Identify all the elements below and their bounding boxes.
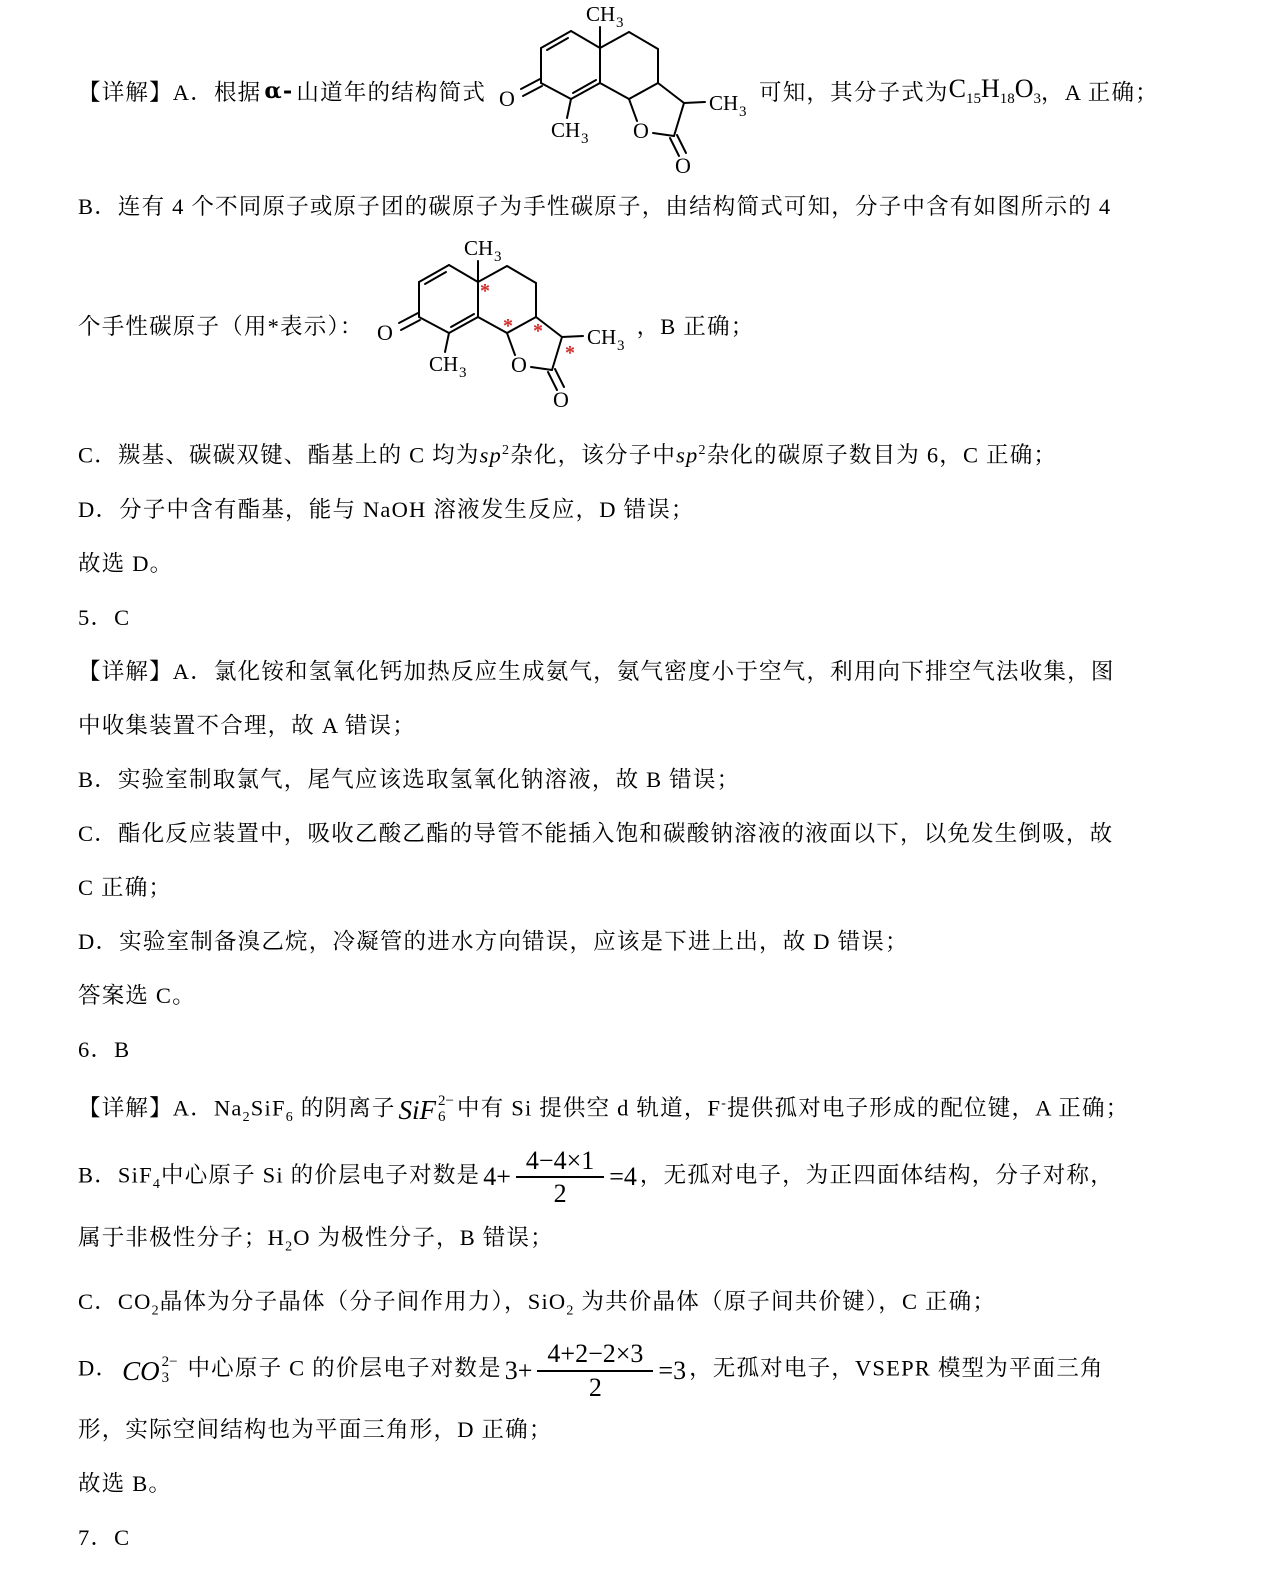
q4-chiral-text-post: ，B 正确； [636, 314, 755, 339]
h2o-o: O [293, 1225, 311, 1251]
q5-answer-number: 5．C [78, 604, 131, 630]
q6-b2-pre: 属于非极性分子； [78, 1225, 268, 1251]
co2-base: CO [117, 1288, 152, 1314]
sif6-ion-formula [399, 1083, 454, 1137]
q6-option-b-line [78, 1145, 1209, 1212]
sif6-count: 6 [438, 1108, 446, 1125]
methyl-label: CH [428, 351, 458, 376]
fraction [516, 1145, 604, 1209]
ketone-oxygen-label: O [499, 85, 515, 111]
q4-c-mid: 杂化，该分子中 [510, 442, 677, 468]
q6-c-end: 为共价晶体（原子间共价键），C 正确； [574, 1288, 997, 1314]
fraction-denominator: 2 [588, 1372, 602, 1402]
q6-conclusion: 故选 B。 [78, 1470, 173, 1496]
h2o-sub: 2 [285, 1239, 294, 1255]
methyl-sub: 3 [616, 337, 625, 354]
na2sif6-sif: SiF [250, 1095, 286, 1120]
sif6-scripts [438, 1094, 454, 1126]
na2sif6-sif-sub: 6 [285, 1109, 294, 1125]
q4-a-text-post: 可知，其分子式为 [759, 80, 949, 105]
alpha-symbol: α- [264, 78, 294, 104]
q6-d-mid: 中心原子 C 的价层电子对数是 [180, 1355, 502, 1381]
q7-answer-number: 7．C [78, 1524, 131, 1550]
co2-sub: 2 [151, 1303, 160, 1319]
q5-option-c-line1: C．酯化反应装置中，吸收乙酸乙酯的导管不能插入饱和碳酸钠溶液的液面以下，以免发生倒吸，故 [78, 820, 1114, 846]
sif4-base: SiF [117, 1161, 153, 1187]
sp-hybrid: sp [479, 442, 502, 468]
q5-option-c-line2: C 正确； [78, 874, 173, 900]
santonin-structure-chiral-marked [368, 233, 633, 418]
ester-oxygen-label: O [633, 117, 649, 143]
fraction-denominator: 2 [553, 1178, 567, 1208]
methyl-sub: 3 [581, 130, 589, 147]
q4-option-c-line [78, 424, 1209, 483]
na2sif6-na: Na [213, 1095, 243, 1120]
electron-pair-expression [483, 1145, 637, 1209]
expr-lead: 4+ [483, 1161, 511, 1191]
q4-c-pre: C．羰基、碳碳双键、酯基上的 C 均为 [78, 442, 480, 468]
methyl-sub: 3 [616, 14, 624, 31]
chiral-asterisk-2: * [502, 314, 513, 337]
q6-option-d-line [78, 1338, 1209, 1402]
carbonyl-oxygen-label: O [552, 386, 569, 412]
q4-chiral-text-pre: 个手性碳原子（用*表示）： [78, 314, 364, 339]
co3-ion-formula [122, 1344, 177, 1398]
q6-a-end: 提供孤对电子形成的配位键，A 正确； [727, 1095, 1130, 1120]
q6-option-b-line2 [78, 1211, 1209, 1275]
q6-a-pre: 【详解】A． [78, 1095, 214, 1120]
q6-option-c-line [78, 1275, 1209, 1339]
q6-d-pre: D． [78, 1355, 120, 1381]
molecular-formula-c15h18o3 [949, 74, 1041, 108]
q5-option-a-line2: 中收集装置不合理，故 A 错误； [78, 712, 416, 738]
formula-o-sub: 3 [1033, 91, 1042, 108]
q4-chiral-structure-row [78, 234, 1209, 416]
sio2-sub: 2 [566, 1303, 575, 1319]
co3-scripts [162, 1355, 178, 1387]
q6-a-mid2: 中有 Si 提供空 d 轨道，F [457, 1095, 722, 1120]
q6-c-pre: C． [78, 1288, 118, 1314]
q4-a-text-mid: 山道年的结构简式 [296, 80, 487, 105]
q6-b-mid: 中心原子 Si 的价层电子对数是 [161, 1161, 481, 1187]
sif6-base: SiF [398, 1094, 437, 1125]
expr-result: =3 [658, 1355, 687, 1385]
methyl-label: CH [586, 324, 616, 349]
bond-skeleton [521, 27, 705, 156]
ketone-oxygen-label: O [376, 319, 393, 345]
methyl-label: CH [463, 235, 493, 260]
na2sif6-na-sub: 2 [242, 1109, 251, 1125]
sp-exp: 2 [501, 443, 511, 458]
q5-option-b-line: B．实验室制取氯气，尾气应该选取氢氧化钠溶液，故 B 错误； [78, 766, 741, 792]
q5-conclusion: 答案选 C。 [78, 982, 196, 1008]
carbonyl-oxygen-label: O [675, 152, 691, 178]
q6-b-end: ，无孤对电子，为正四面体结构，分子对称， [639, 1161, 1114, 1187]
sif4-sub: 4 [152, 1176, 162, 1192]
q4-option-a-row [78, 2, 1209, 180]
methyl-label: CH [709, 90, 739, 115]
q4-c-end: 杂化的碳原子数目为 6，C 正确； [706, 442, 1058, 468]
expr-lead: 3+ [504, 1355, 533, 1385]
q6-option-d-line2: 形，实际空间结构也为平面三角形，D 正确； [78, 1416, 553, 1442]
formula-h: H [980, 73, 1000, 103]
co3-count: 3 [161, 1369, 170, 1386]
sp-exp: 2 [698, 443, 707, 458]
santonin-structure-diagram [490, 0, 755, 184]
fraction-numerator: 4−4×1 [516, 1145, 604, 1178]
h2o-h: H [267, 1225, 286, 1251]
q5-option-a-line1: 【详解】A．氯化铵和氢氧化钙加热反应生成氨气，氨气密度小于空气，利用向下排空气法收集，图 [78, 658, 1115, 684]
fraction-numerator: 4+2−2×3 [537, 1338, 653, 1371]
formula-c: C [948, 73, 966, 103]
q6-a-mid1: 的阴离子 [293, 1095, 396, 1120]
methyl-label: CH [586, 1, 616, 26]
electron-pair-expression [505, 1338, 686, 1402]
sif6-charge: 2− [438, 1093, 454, 1110]
chiral-asterisk-3: * [532, 319, 543, 342]
formula-h-sub: 18 [999, 91, 1015, 108]
q4-a-text-pre: 【详解】A．根据 [78, 80, 262, 105]
q6-d-end: ，无孤对电子，VSEPR 模型为平面三角 [689, 1355, 1104, 1381]
q6-option-a-line [78, 1077, 1209, 1145]
q4-option-b-line: B．连有 4 个不同原子或原子团的碳原子为手性碳原子，由结构简式可知，分子中含有如图所示的 4 [78, 194, 1112, 219]
fluoride-minus: - [721, 1095, 728, 1111]
q6-c-mid: 晶体为分子晶体（分子间作用力）， [159, 1288, 528, 1314]
formula-o: O [1014, 73, 1034, 103]
bond-skeleton [399, 261, 583, 390]
sio2-base: SiO [527, 1288, 567, 1314]
q4-conclusion: 故选 D。 [78, 550, 174, 576]
co3-charge: 2− [161, 1353, 178, 1370]
q4-a-text-end: ，A 正确； [1041, 80, 1159, 105]
q6-b-pre: B． [78, 1161, 118, 1187]
chiral-asterisk-4: * [564, 341, 575, 364]
methyl-sub: 3 [493, 248, 502, 265]
methyl-sub: 3 [458, 364, 467, 381]
expr-result: =4 [609, 1161, 637, 1191]
chiral-asterisk-1: * [479, 279, 490, 302]
q6-answer-number: 6．B [78, 1036, 131, 1062]
q5-option-d-line: D．实验室制备溴乙烷，冷凝管的进水方向错误，应该是下进上出，故 D 错误； [78, 928, 909, 954]
co3-base: CO [122, 1355, 160, 1386]
fraction [537, 1338, 653, 1402]
q6-b2-end: 为极性分子，B 错误； [310, 1225, 554, 1251]
ester-oxygen-label: O [510, 351, 527, 377]
q4-option-d-line: D．分子中含有酯基，能与 NaOH 溶液发生反应，D 错误； [78, 496, 695, 522]
methyl-sub: 3 [739, 103, 747, 120]
formula-c-sub: 15 [965, 91, 981, 108]
methyl-label: CH [551, 117, 581, 142]
sp-hybrid: sp [676, 442, 699, 468]
